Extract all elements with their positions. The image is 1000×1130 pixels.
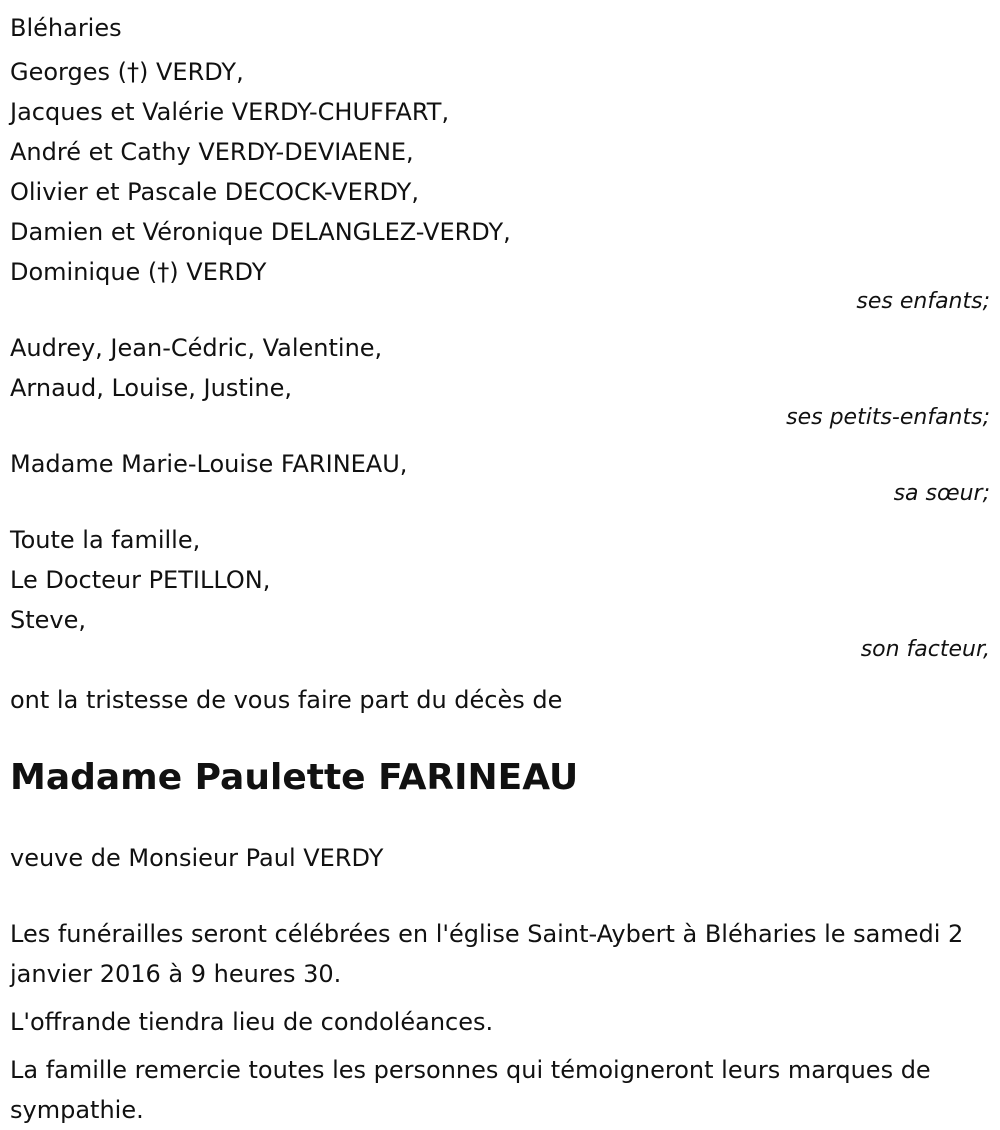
announcement-text: ont la tristesse de vous faire part du décès de bbox=[10, 686, 563, 714]
sister-group bbox=[10, 444, 990, 506]
other-line: Le Docteur PETILLON, bbox=[10, 566, 271, 594]
child-line: Olivier et Pascale DECOCK-VERDY, bbox=[10, 178, 419, 206]
grandchildren-group bbox=[10, 328, 990, 430]
grandchild-line: Audrey, Jean-Cédric, Valentine, bbox=[10, 334, 383, 362]
grandchildren-relation: ses petits-enfants; bbox=[786, 405, 990, 430]
others-group bbox=[10, 520, 990, 662]
grandchild-line: Arnaud, Louise, Justine, bbox=[10, 374, 292, 402]
child-line: Georges (†) VERDY, bbox=[10, 58, 244, 86]
thanks-text: La famille remercie toutes les personnes qui témoigneront leurs marques de sympathie. bbox=[10, 1056, 931, 1124]
sister-line: Madame Marie-Louise FARINEAU, bbox=[10, 450, 408, 478]
widow-of-text: veuve de Monsieur Paul VERDY bbox=[10, 844, 384, 872]
funeral-details bbox=[10, 914, 990, 1130]
others-relation: son facteur, bbox=[860, 637, 990, 662]
children-relation: ses enfants; bbox=[856, 289, 990, 314]
child-line: Dominique (†) VERDY bbox=[10, 258, 267, 286]
funeral-text: Les funérailles seront célébrées en l'église Saint-Aybert à Bléharies le samedi 2 janvier 2016 à 9 heures 30. bbox=[10, 920, 964, 988]
other-line: Steve, bbox=[10, 606, 87, 634]
child-line: Damien et Véronique DELANGLEZ-VERDY, bbox=[10, 218, 511, 246]
child-line: Jacques et Valérie VERDY-CHUFFART, bbox=[10, 98, 450, 126]
offering-text: L'offrande tiendra lieu de condoléances. bbox=[10, 1008, 494, 1036]
sister-relation: sa sœur; bbox=[893, 481, 990, 506]
children-group bbox=[10, 52, 990, 314]
child-line: André et Cathy VERDY-DEVIAENE, bbox=[10, 138, 414, 166]
location: Bléharies bbox=[10, 14, 122, 42]
other-line: Toute la famille, bbox=[10, 526, 201, 554]
deceased-name: Madame Paulette FARINEAU bbox=[10, 757, 579, 798]
